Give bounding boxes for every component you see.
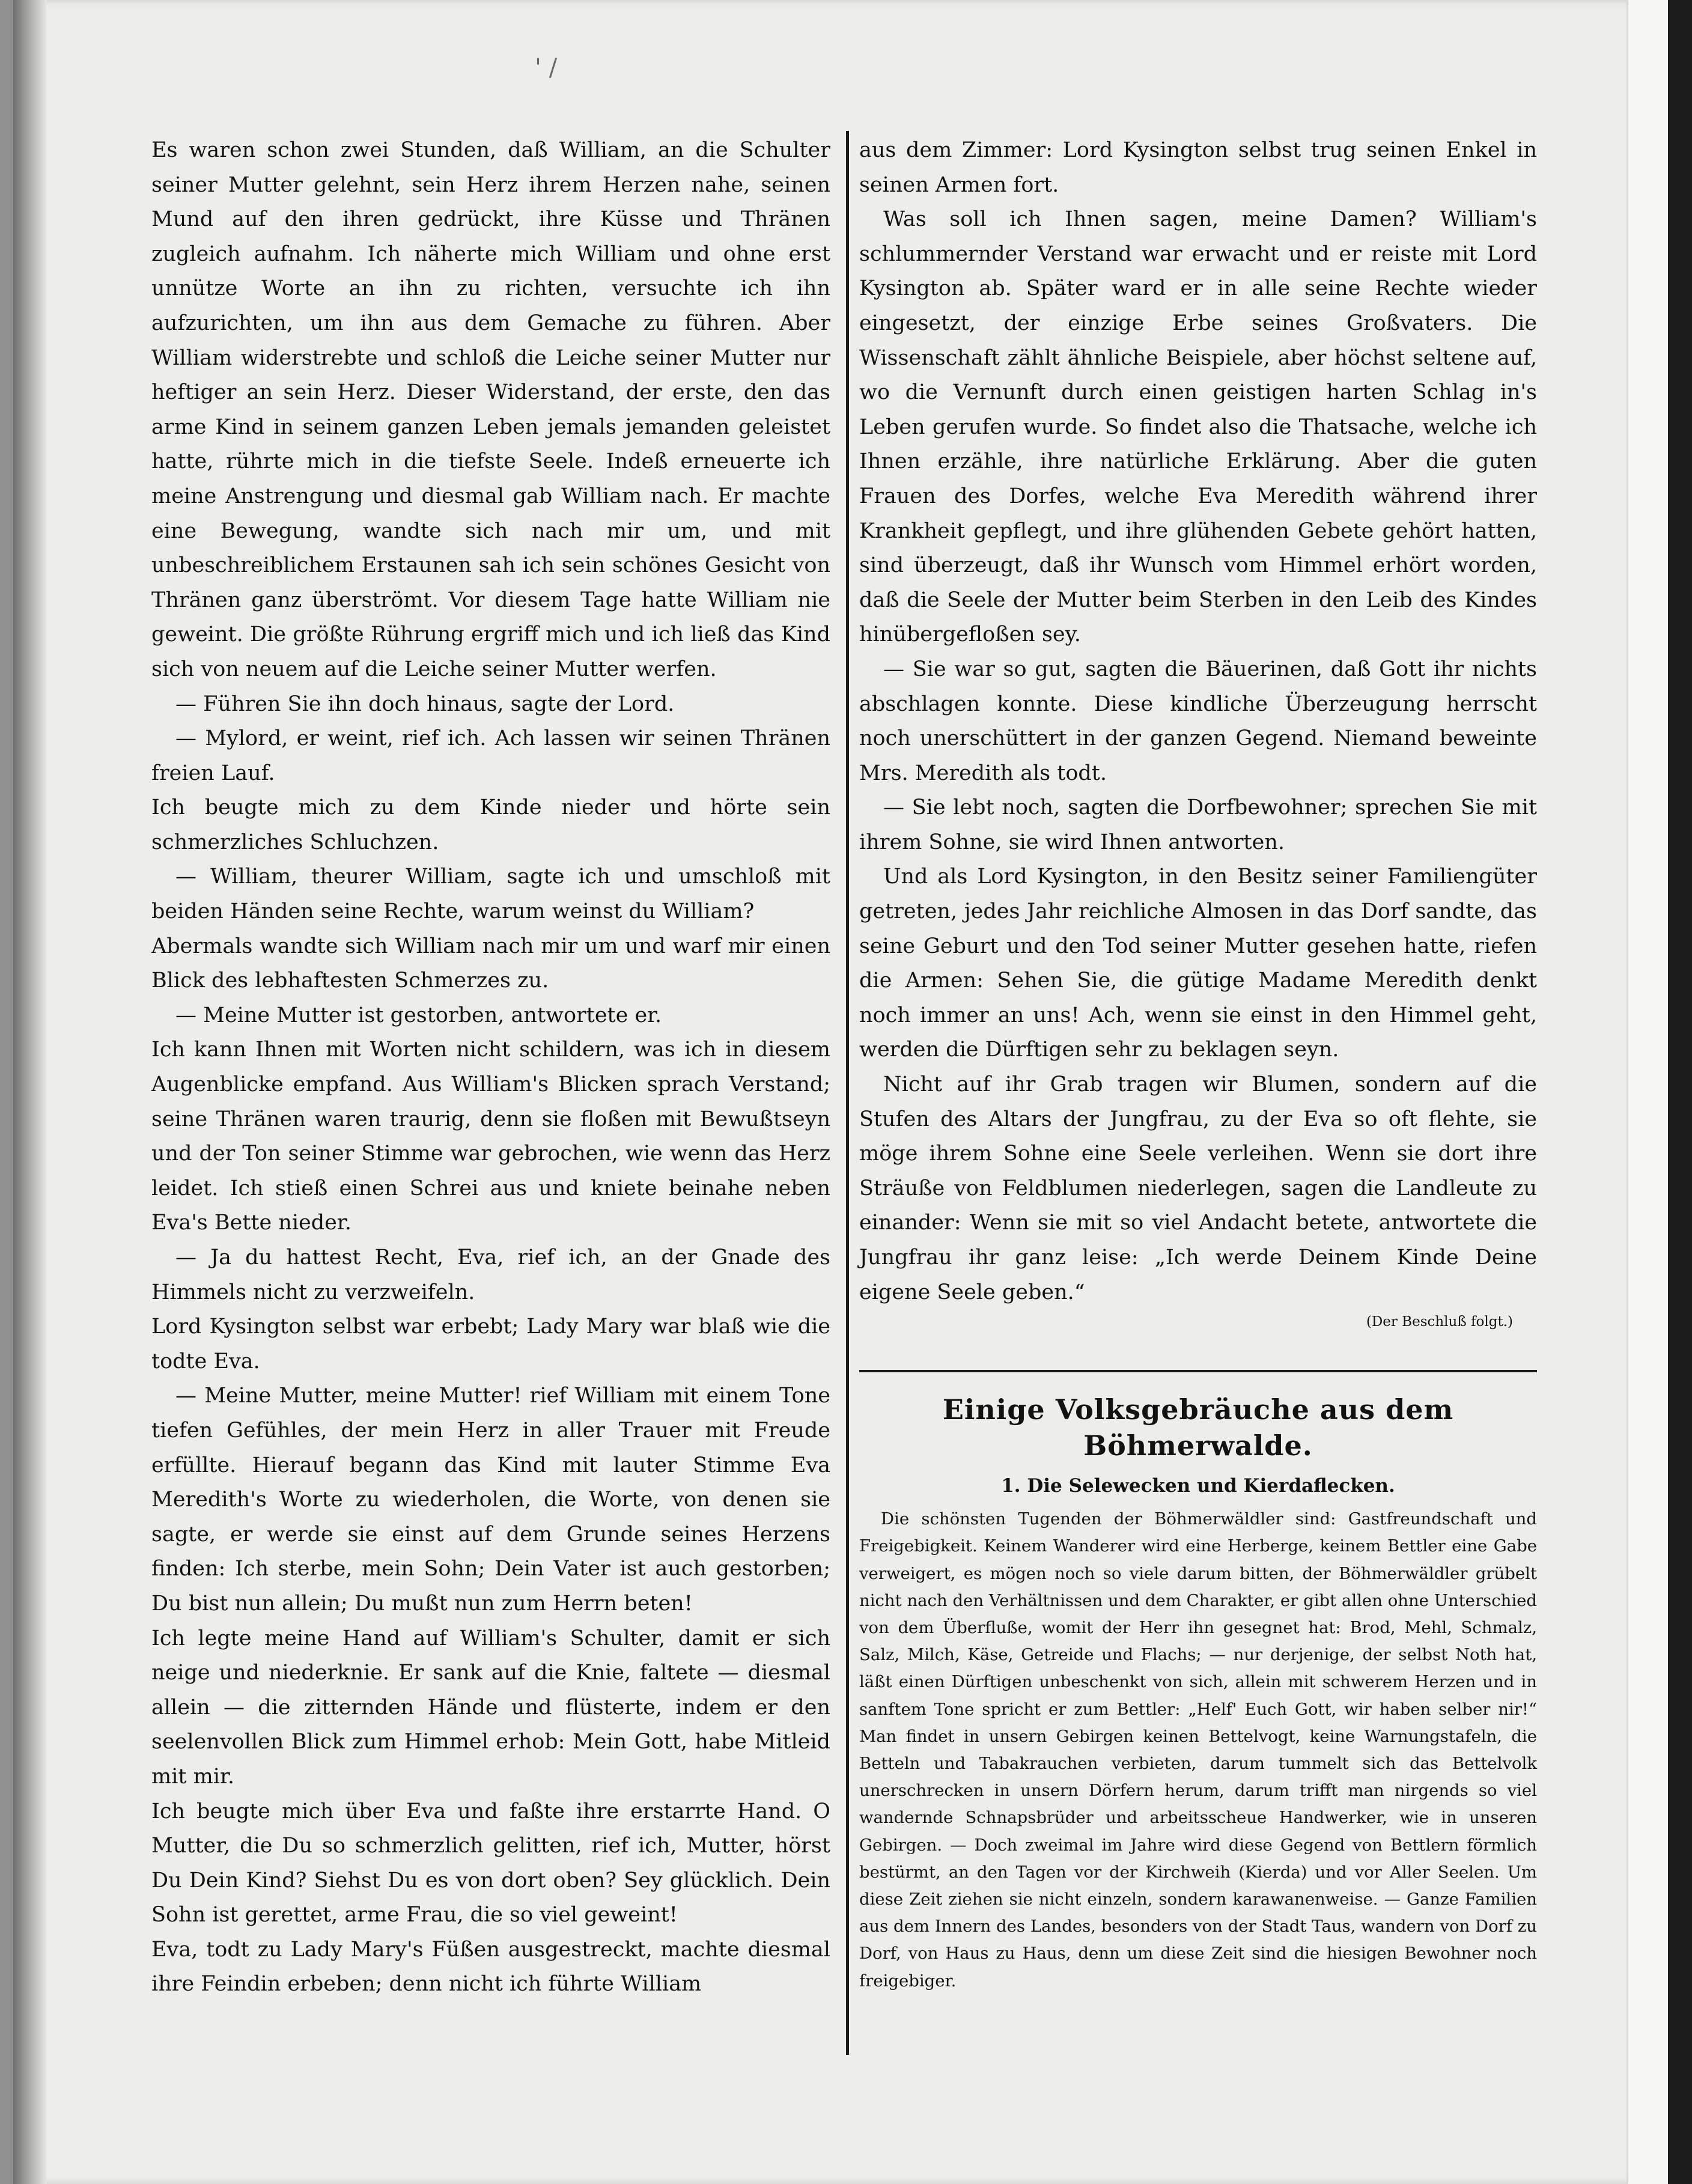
right-column — [859, 133, 1537, 1995]
paragraph: Ich kann Ihnen mit Worten nicht schildern, was ich in diesem Augenblicke empfand. Aus William's Blicken sprach Verstand; seine Thränen waren traurig, denn sie floßen mit Bewußtseyn und der Ton seiner Stimme war gebrochen, wie wenn das Herz leidet. Ich stieß einen Schrei aus und kniete beinahe neben Eva's Bette nieder. — [151, 1038, 830, 1235]
paragraph: — Ja du hattest Recht, Eva, rief ich, an der Gnade des Himmels nicht zu verzweifeln. — [151, 1246, 830, 1304]
paragraph: — Meine Mutter ist gestorben, antwortete er. — [175, 1003, 662, 1027]
paragraph: — Sie war so gut, sagten die Bäuerinen, daß Gott ihr nichts abschlagen konnte. Diese kindliche Überzeugung herrscht noch unerschüttert in der ganzen Gegend. Niemand beweinte Mrs. Meredith als todt. — [859, 657, 1537, 785]
paragraph: Ich beugte mich zu dem Kinde nieder und hörte sein schmerzliches Schluchzen. — [151, 795, 830, 854]
paragraph: — Mylord, er weint, rief ich. Ach lassen wir seinen Thränen freien Lauf. — [151, 726, 830, 785]
section-divider — [859, 1370, 1537, 1372]
paragraph: — Führen Sie ihn doch hinaus, sagte der Lord. — [175, 692, 675, 716]
page-right-margin — [1627, 0, 1668, 2184]
paragraph: — Sie lebt noch, sagten die Dorfbewohner; sprechen Sie mit ihrem Sohne, sie wird Ihnen antworten. — [859, 795, 1537, 854]
continuation-note: (Der Beschluß folgt.) — [1366, 1314, 1513, 1330]
paragraph: Lord Kysington selbst war erbebt; Lady Mary war blaß wie die todte Eva. — [151, 1315, 830, 1373]
paragraph: Ich legte meine Hand auf William's Schulter, damit er sich neige und niederknie. Er sank auf die Knie, faltete — diesmal allein — die zitternden Hände und flüsterte, indem er den seelenvollen Blick zum Himmel erhob: Mein Gott, habe Mitleid mit mir. — [151, 1626, 830, 1789]
paragraph: Nicht auf ihr Grab tragen wir Blumen, sondern auf die Stufen des Altars der Jungfrau, zu der Eva so oft flehte, sie möge ihrem Sohne eine Seele verleihen. Wenn sie dort ihre Sträuße von Feldblumen niederlegen, sagen die Landleute zu einander: Wenn sie mit so viel Andacht betete, antwortete die Jungfrau ihr ganz leise: „Ich werde Deinem Kinde Deine eigene Seele geben.“ — [859, 1072, 1537, 1304]
section-subtitle: 1. Die Selewecken und Kierdaflecken. — [1001, 1475, 1395, 1497]
section-title: Einige Volksgebräuche aus dem Böhmerwalde. — [942, 1393, 1454, 1462]
left-column — [151, 133, 830, 2002]
paragraph: — Meine Mutter, meine Mutter! rief William mit einem Tone tiefen Gefühles, der mein Herz in aller Trauer mit Freude erfüllte. Hierauf begann das Kind mit lauter Stimme Eva Meredith's Worte zu wiederholen, die Worte, von denen sie sagte, er werde sie einst auf dem Grunde seines Herzens finden: Ich sterbe, mein Sohn; Dein Vater ist auch gestorben; Du bist nun allein; Du mußt nun zum Herrn beten! — [151, 1384, 830, 1616]
page-gutter-shadow — [13, 0, 47, 2184]
page-top-mark: ' / — [535, 54, 558, 82]
scan-border — [1668, 0, 1692, 2184]
paragraph: aus dem Zimmer: Lord Kysington selbst trug seinen Enkel in seinen Armen fort. — [859, 138, 1537, 197]
paragraph: Eva, todt zu Lady Mary's Füßen ausgestreckt, machte diesmal ihre Feindin erbeben; denn nicht ich führte William — [151, 1937, 830, 1997]
column-divider — [846, 131, 849, 2055]
paragraph: Ich beugte mich über Eva und faßte ihre erstarrte Hand. O Mutter, die Du so schmerzlich gelitten, rief ich, Mutter, hörst Du Dein Kind? Siehst Du es von dort oben? Sey glücklich. Dein Sohn ist gerettet, arme Frau, die so viel geweint! — [151, 1799, 830, 1927]
paragraph: Es waren schon zwei Stunden, daß William, an die Schulter seiner Mutter gelehnt, sein Herz ihrem Herzen nahe, seinen Mund auf den ihren gedrückt, ihre Küsse und Thränen zugleich aufnahm. Ich näherte mich William und ohne erst unnütze Worte an ihn zu richten, versuchte ich ihn aufzurichten, um ihn aus dem Gemache zu führen. Aber William widerstrebte und schloß die Leiche seiner Mutter nur heftiger an sein Herz. Dieser Widerstand, der erste, den das arme Kind in seinem ganzen Leben jemals jemanden geleistet hatte, rührte mich in die tiefste Seele. Indeß erneuerte ich meine Anstrengung und diesmal gab William nach. Er machte eine Bewegung, wandte sich nach mir um, und mit unbeschreiblichem Erstaunen sah ich sein schönes Gesicht von Thränen ganz überströmt. Vor diesem Tage hatte William nie geweint. Die größte Rührung ergriff mich und ich ließ das Kind sich von neuem auf die Leiche seiner Mutter werfen. — [151, 138, 830, 681]
section-paragraph: Die schönsten Tugenden der Böhmerwäldler sind: Gastfreundschaft und Freigebigkeit. Keinem Wanderer wird eine Herberge, keinem Bettler eine Gabe verweigert, es mögen noch so viele darum bitten, der Böhmerwäldler grübelt nicht nach den Verhältnissen und dem Charakter, er gibt allen ohne Unterschied von dem Überfluße, womit der Herr ihn gesegnet hat: Brod, Mehl, Schmalz, Salz, Milch, Käse, Getreide und Flachs; — nur derjenige, der selbst Noth hat, läßt einen Dürftigen unbeschenkt von sich, allein mit schwerem Herzen und in sanftem Tone spricht er zum Bettler: „Helf' Euch Gott, wir haben selber nir!“ Man findet in unsern Gebirgen keinen Bettelvogt, keine Warnungstafeln, die Betteln und Tabakrauchen verbieten, darum tummelt sich das Bettelvolk unerschrecken in unsern Dörfern herum, darum trifft man nirgends so viel wandernde Schnapsbrüder und arbeitsscheue Handwerker, wie in unseren Gebirgen. — Doch zweimal im Jahre wird diese Gegend von Bettlern förmlich bestürmt, an den Tagen vor der Kirchweih (Kierda) und vor Aller Seelen. Um diese Zeit ziehen sie nicht einzeln, sondern karawanenweise. — Ganze Familien aus dem Innern des Landes, besonders von der Stadt Taus, wandern von Dorf zu Dorf, von Haus zu Haus, denn um diese Zeit sind die hiesigen Bewohner noch freigebiger. — [859, 1509, 1537, 1991]
paragraph: Und als Lord Kysington, in den Besitz seiner Familiengüter getreten, jedes Jahr reichliche Almosen in das Dorf sandte, das seine Geburt und den Tod seiner Mutter gesehen hatte, riefen die Armen: Sehen Sie, die gütige Madame Meredith denkt noch immer an uns! Ach, wenn sie einst in den Himmel geht, werden die Dürftigen sehr zu beklagen seyn. — [859, 865, 1537, 1062]
paragraph: Abermals wandte sich William nach mir um und warf mir einen Blick des lebhaftesten Schmerzes zu. — [151, 934, 830, 993]
paragraph: Was soll ich Ihnen sagen, meine Damen? William's schlummernder Verstand war erwacht und er reiste mit Lord Kysington ab. Später ward er in alle seine Rechte wieder eingesetzt, der einzige Erbe seines Großvaters. Die Wissenschaft zählt ähnliche Beispiele, aber höchst seltene auf, wo die Vernunft durch einen geistigen harten Schlag in's Leben gerufen wurde. So findet also die Thatsache, welche ich Ihnen erzähle, ihre natürliche Erklärung. Aber die guten Frauen des Dorfes, welche Eva Meredith während ihrer Krankheit gepflegt, und ihre glühenden Gebete gehört hatten, sind überzeugt, daß ihr Wunsch vom Himmel erhört worden, daß die Seele der Mutter beim Sterben in den Leib des Kindes hinübergefloßen sey. — [859, 207, 1537, 647]
paragraph: — William, theurer William, sagte ich und umschloß mit beiden Händen seine Rechte, warum weinst du William? — [151, 865, 830, 924]
